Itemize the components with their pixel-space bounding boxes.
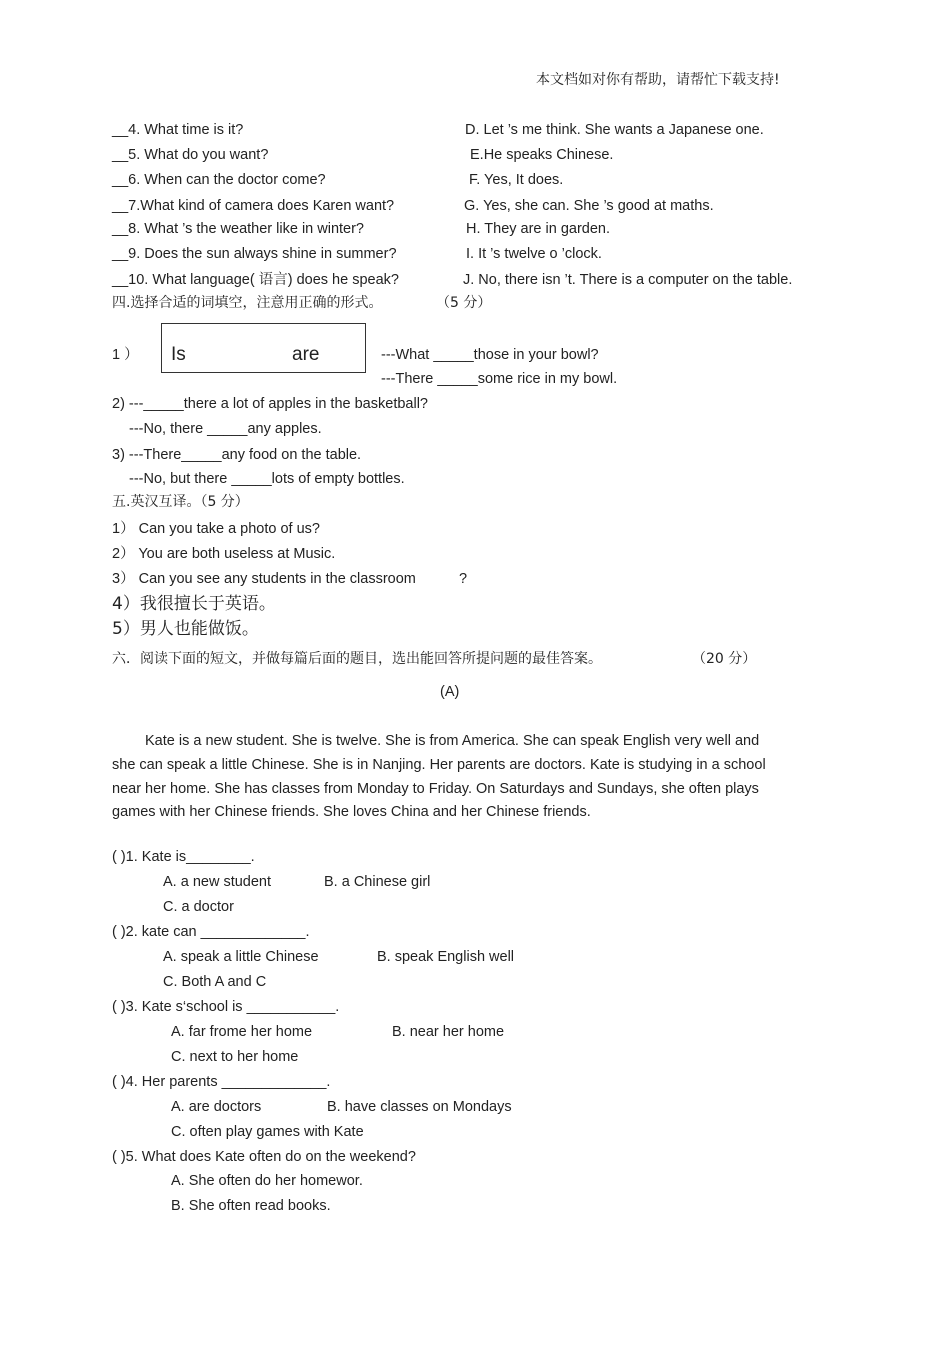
section6-score: （20 分）	[692, 651, 757, 667]
translation-item: 1） Can you take a photo of us?	[112, 521, 320, 537]
matching-answer: F. Yes, It does.	[469, 172, 564, 188]
section4-line: ---No, there _____any apples.	[129, 421, 322, 437]
question-mark: ?	[459, 571, 468, 587]
reading-question: ( )2. kate can _____________.	[112, 924, 310, 940]
word-box-is: Is	[171, 344, 186, 365]
section4-title: 四.选择合适的词填空，注意用正确的形式。	[112, 295, 383, 311]
matching-question: __7.What kind of camera does Karen want?	[112, 198, 395, 214]
section4-line: ---There _____some rice in my bowl.	[381, 371, 618, 387]
matching-question: __10. What language( 语言) does he speak?	[112, 272, 399, 288]
section4-item-number: 1 ）	[112, 347, 139, 363]
matching-question: __8. What ’s the weather like in winter?	[112, 221, 365, 237]
option-b: B. a Chinese girl	[324, 874, 431, 890]
reading-passage: Kate is a new student. She is twelve. She is from America. She can speak English very well and she can speak a little Chinese. She is in Nanjing. Her parents are doctors. Kate is studying in a school near her home. She has classes from Monday to Friday. On Saturdays and Sundays, she often plays games with her Chinese friends. She loves China and her Chinese friends.	[112, 733, 766, 821]
option-c: C. next to her home	[171, 1049, 299, 1065]
word-box	[161, 323, 366, 373]
option-a: A. are doctors	[171, 1099, 262, 1115]
reading-question: ( )1. Kate is________.	[112, 849, 255, 865]
option-b: B. have classes on Mondays	[327, 1099, 512, 1115]
option-b: B. speak English well	[377, 949, 515, 965]
reading-question: ( )4. Her parents _____________.	[112, 1074, 331, 1090]
section4-line: ---What _____those in your bowl?	[381, 347, 599, 363]
header-note: 本文档如对你有帮助，请帮忙下载支持!	[536, 72, 780, 88]
section4-line: 2) ---_____there a lot of apples in the basketball?	[112, 396, 428, 412]
option-b: B. near her home	[392, 1024, 505, 1040]
translation-item: 5）男人也能做饭。	[112, 619, 259, 639]
matching-answer: E.He speaks Chinese.	[470, 147, 614, 163]
option-a: A. far frome her home	[171, 1024, 313, 1040]
matching-answer: D. Let ’s me think. She wants a Japanese one.	[465, 122, 764, 138]
option-a: A. a new student	[163, 874, 272, 890]
matching-answer: J. No, there isn ’t. There is a computer on the table.	[463, 272, 793, 288]
reading-question: ( )5. What does Kate often do on the weekend?	[112, 1149, 416, 1165]
word-box-are: are	[292, 344, 320, 365]
section4-score: （5 分）	[436, 295, 492, 311]
option-a: A. She often do her homewor.	[171, 1173, 363, 1189]
matching-answer: G. Yes, she can. She ’s good at maths.	[464, 198, 714, 214]
section4-line: ---No, but there _____lots of empty bottles.	[129, 471, 405, 487]
option-c: C. a doctor	[163, 899, 234, 915]
translation-item: 4）我很擅长于英语。	[112, 594, 276, 614]
section4-line: 3) ---There_____any food on the table.	[112, 447, 362, 463]
matching-question: __6. When can the doctor come?	[112, 172, 326, 188]
part-label: (A)	[440, 684, 460, 700]
matching-question: __9. Does the sun always shine in summer?	[112, 246, 397, 262]
section5-title: 五.英汉互译。（5 分）	[112, 494, 249, 510]
translation-item: 2） You are both useless at Music.	[112, 546, 336, 562]
matching-answer: I. It ’s twelve o ’clock.	[466, 246, 602, 262]
section6-title: 六．阅读下面的短文，并做每篇后面的题目，选出能回答所提问题的最佳答案。	[112, 651, 602, 667]
option-c: C. often play games with Kate	[171, 1124, 364, 1140]
translation-item: 3） Can you see any students in the classroom	[112, 571, 416, 587]
option-c: C. Both A and C	[163, 974, 267, 990]
reading-question: ( )3. Kate s‘school is ___________.	[112, 999, 340, 1015]
option-b: B. She often read books.	[171, 1198, 331, 1214]
option-a: A. speak a little Chinese	[163, 949, 319, 965]
matching-answer: H. They are in garden.	[466, 221, 611, 237]
matching-question: __4. What time is it?	[112, 122, 244, 138]
matching-question: __5. What do you want?	[112, 147, 269, 163]
